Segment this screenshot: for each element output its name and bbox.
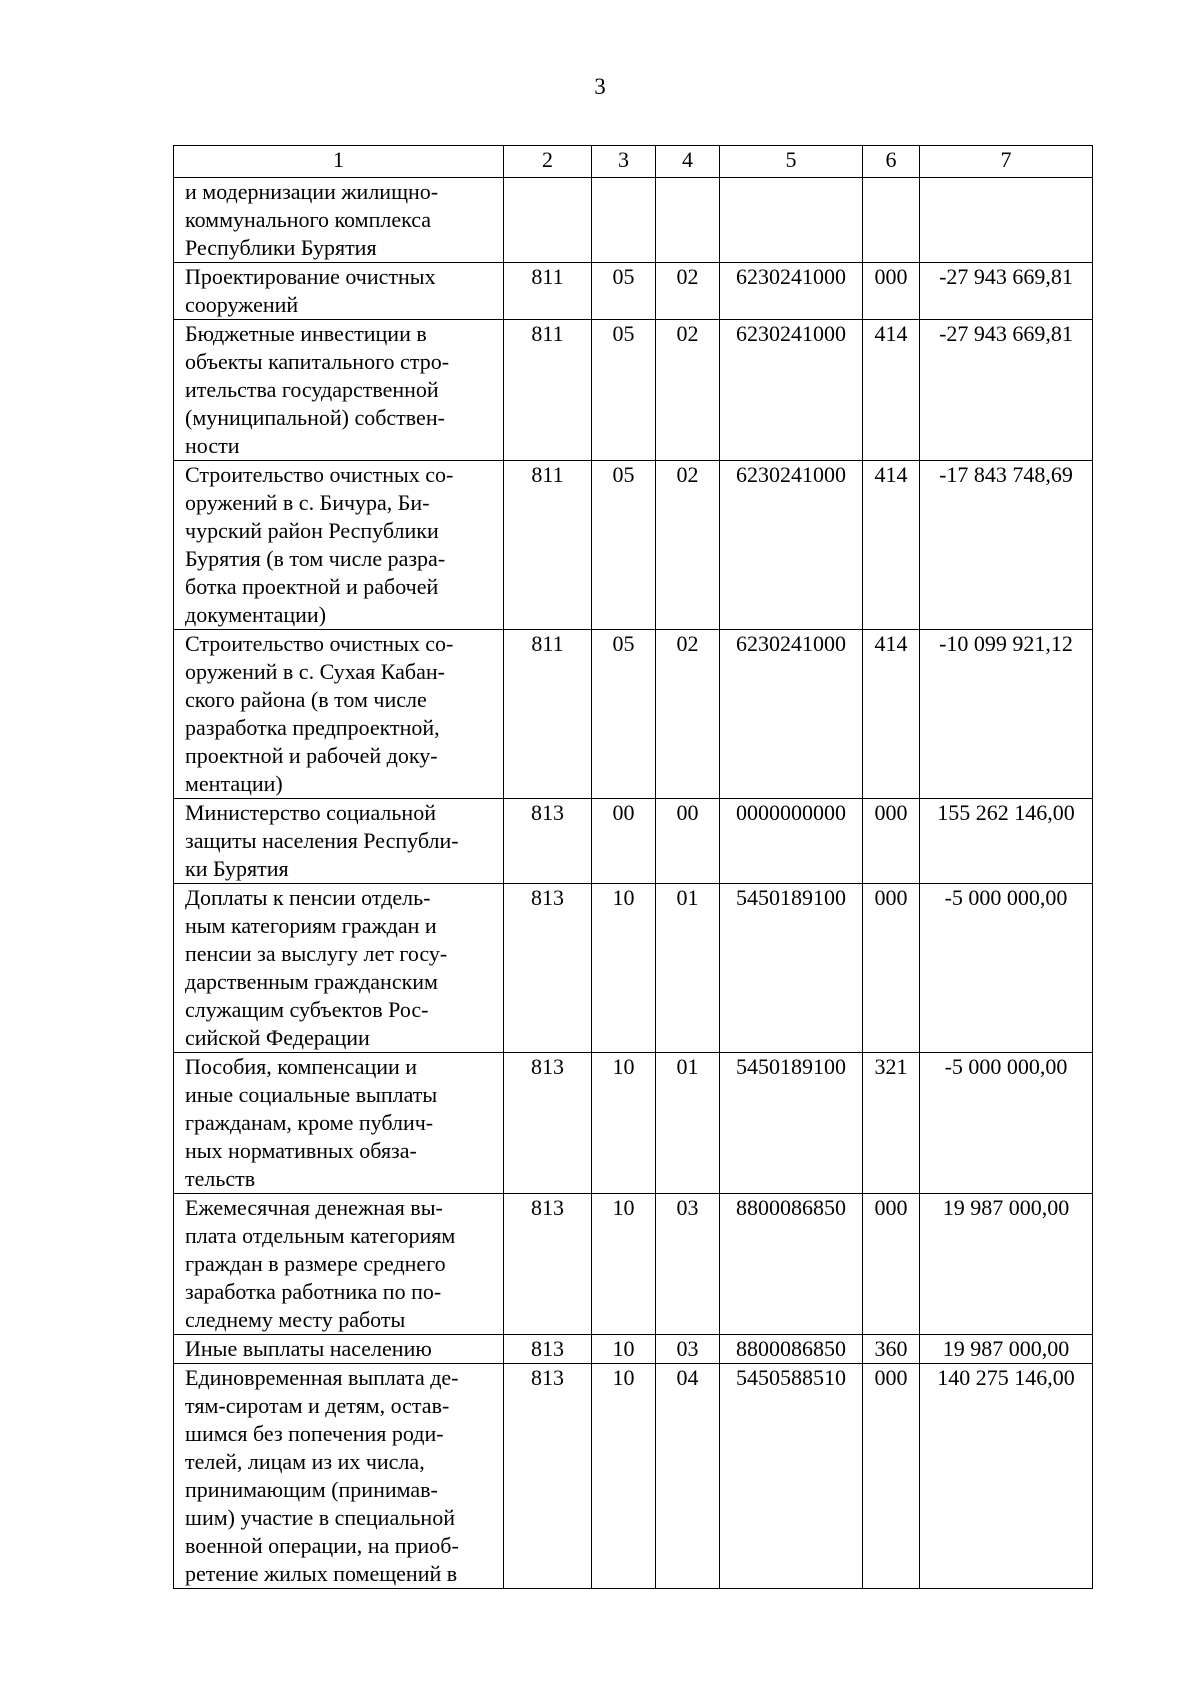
code-cell [504, 178, 592, 263]
amount-cell: -5 000 000,00 [920, 884, 1093, 1053]
description-line: оружений в с. Бичура, Би- [185, 490, 430, 515]
description-line: шим) участие в специальной [185, 1505, 455, 1530]
description-line: (муниципальной) собствен- [185, 405, 445, 430]
table-row [174, 1053, 1093, 1194]
amount-cell: -5 000 000,00 [920, 1053, 1093, 1194]
expense-type-cell: 414 [863, 320, 920, 461]
description-line: Республики Бурятия [185, 235, 377, 260]
description-line: плата отдельным категориям [185, 1223, 456, 1248]
description-cell [174, 263, 504, 320]
amount-cell: 19 987 000,00 [920, 1194, 1093, 1335]
description-line: и модернизации жилищно- [185, 179, 439, 204]
description-cell [174, 1335, 504, 1364]
description-line: проектной и рабочей доку- [185, 743, 438, 768]
header-cell: 6 [863, 146, 920, 178]
header-cell: 2 [504, 146, 592, 178]
amount-cell: 155 262 146,00 [920, 799, 1093, 884]
description-line: ботка проектной и рабочей [185, 574, 439, 599]
code-cell: 811 [504, 630, 592, 799]
description-line: телей, лицам из их числа, [185, 1449, 425, 1474]
table-row [174, 1194, 1093, 1335]
description-cell [174, 1053, 504, 1194]
description-cell [174, 799, 504, 884]
description-line: Доплаты к пенсии отдель- [185, 885, 431, 910]
section-cell: 10 [592, 1194, 656, 1335]
target-article-cell: 8800086850 [720, 1335, 863, 1364]
description-cell [174, 1364, 504, 1589]
code-cell: 813 [504, 1053, 592, 1194]
description-line: чурский район Республики [185, 518, 439, 543]
target-article-cell: 5450189100 [720, 1053, 863, 1194]
expense-type-cell: 000 [863, 263, 920, 320]
subsection-cell: 03 [656, 1194, 720, 1335]
description-line: следнему месту работы [185, 1307, 406, 1332]
description-line: Иные выплаты населению [185, 1336, 432, 1361]
description-line: сийской Федерации [185, 1025, 370, 1050]
target-article-cell: 6230241000 [720, 263, 863, 320]
expense-type-cell: 000 [863, 1364, 920, 1589]
description-cell [174, 461, 504, 630]
description-line: ительства государственной [185, 377, 439, 402]
description-line: Ежемесячная денежная вы- [185, 1195, 443, 1220]
page-number: 3 [594, 74, 606, 99]
description-line: документации) [185, 602, 327, 627]
section-cell: 05 [592, 320, 656, 461]
table-row [174, 263, 1093, 320]
table-row [174, 1364, 1093, 1589]
description-line: тельств [185, 1166, 256, 1191]
budget-table [173, 145, 1093, 1589]
description-line: служащим субъектов Рос- [185, 997, 429, 1022]
description-line: заработка работника по по- [185, 1279, 442, 1304]
header-cell: 1 [174, 146, 504, 178]
amount-cell: -27 943 669,81 [920, 263, 1093, 320]
amount-cell: 19 987 000,00 [920, 1335, 1093, 1364]
description-line: Бюджетные инвестиции в [185, 321, 427, 346]
code-cell: 813 [504, 884, 592, 1053]
expense-type-cell: 321 [863, 1053, 920, 1194]
subsection-cell: 02 [656, 263, 720, 320]
section-cell: 05 [592, 263, 656, 320]
description-line: коммунального комплекса [185, 207, 432, 232]
table-header-row [174, 146, 1093, 178]
target-article-cell: 5450189100 [720, 884, 863, 1053]
table-row [174, 1335, 1093, 1364]
description-line: гражданам, кроме публич- [185, 1110, 434, 1135]
subsection-cell: 01 [656, 1053, 720, 1194]
target-article-cell: 6230241000 [720, 630, 863, 799]
expense-type-cell: 000 [863, 799, 920, 884]
amount-cell: 140 275 146,00 [920, 1364, 1093, 1589]
description-line: ки Бурятия [185, 856, 289, 881]
description-line: оружений в с. Сухая Кабан- [185, 659, 445, 684]
amount-cell: -27 943 669,81 [920, 320, 1093, 461]
subsection-cell: 00 [656, 799, 720, 884]
target-article-cell [720, 178, 863, 263]
subsection-cell: 04 [656, 1364, 720, 1589]
description-line: тям-сиротам и детям, остав- [185, 1393, 450, 1418]
target-article-cell: 6230241000 [720, 461, 863, 630]
description-line: военной операции, на приоб- [185, 1533, 459, 1558]
description-line: принимающим (принимав- [185, 1477, 438, 1502]
expense-type-cell: 000 [863, 884, 920, 1053]
amount-cell: -17 843 748,69 [920, 461, 1093, 630]
description-line: Единовременная выплата де- [185, 1365, 459, 1390]
description-line: Пособия, компенсации и [185, 1054, 418, 1079]
expense-type-cell: 000 [863, 1194, 920, 1335]
subsection-cell: 02 [656, 461, 720, 630]
description-line: пенсии за выслугу лет госу- [185, 941, 448, 966]
description-cell [174, 884, 504, 1053]
description-line: дарственным гражданским [185, 969, 438, 994]
description-line: ных нормативных обяза- [185, 1138, 417, 1163]
description-line: Строительство очистных со- [185, 462, 454, 487]
table-row [174, 884, 1093, 1053]
description-cell [174, 630, 504, 799]
section-cell [592, 178, 656, 263]
description-cell [174, 320, 504, 461]
header-cell: 5 [720, 146, 863, 178]
description-cell [174, 1194, 504, 1335]
code-cell: 811 [504, 461, 592, 630]
subsection-cell [656, 178, 720, 263]
description-line: ности [185, 433, 240, 458]
subsection-cell: 02 [656, 320, 720, 461]
description-line: объекты капитального стро- [185, 349, 450, 374]
table-row [174, 799, 1093, 884]
code-cell: 813 [504, 1194, 592, 1335]
code-cell: 813 [504, 1364, 592, 1589]
table-row [174, 461, 1093, 630]
subsection-cell: 01 [656, 884, 720, 1053]
description-cell [174, 178, 504, 263]
section-cell: 05 [592, 630, 656, 799]
section-cell: 05 [592, 461, 656, 630]
code-cell: 811 [504, 320, 592, 461]
target-article-cell: 5450588510 [720, 1364, 863, 1589]
header-cell: 4 [656, 146, 720, 178]
header-cell: 7 [920, 146, 1093, 178]
section-cell: 10 [592, 884, 656, 1053]
description-line: защиты населения Республи- [185, 828, 459, 853]
table-row [174, 630, 1093, 799]
code-cell: 813 [504, 799, 592, 884]
code-cell: 811 [504, 263, 592, 320]
target-article-cell: 0000000000 [720, 799, 863, 884]
expense-type-cell: 360 [863, 1335, 920, 1364]
description-line: Строительство очистных со- [185, 631, 454, 656]
target-article-cell: 6230241000 [720, 320, 863, 461]
description-line: ского района (в том числе [185, 687, 427, 712]
code-cell: 813 [504, 1335, 592, 1364]
target-article-cell: 8800086850 [720, 1194, 863, 1335]
expense-type-cell [863, 178, 920, 263]
header-cell: 3 [592, 146, 656, 178]
description-line: Бурятия (в том числе разра- [185, 546, 446, 571]
subsection-cell: 03 [656, 1335, 720, 1364]
section-cell: 10 [592, 1364, 656, 1589]
description-line: Министерство социальной [185, 800, 436, 825]
description-line: сооружений [185, 292, 299, 317]
section-cell: 00 [592, 799, 656, 884]
section-cell: 10 [592, 1053, 656, 1194]
section-cell: 10 [592, 1335, 656, 1364]
description-line: шимся без попечения роди- [185, 1421, 444, 1446]
table-row [174, 320, 1093, 461]
amount-cell [920, 178, 1093, 263]
subsection-cell: 02 [656, 630, 720, 799]
description-line: иные социальные выплаты [185, 1082, 438, 1107]
description-line: разработка предпроектной, [185, 715, 440, 740]
amount-cell: -10 099 921,12 [920, 630, 1093, 799]
expense-type-cell: 414 [863, 461, 920, 630]
description-line: ментации) [185, 771, 283, 796]
expense-type-cell: 414 [863, 630, 920, 799]
description-line: ретение жилых помещений в [185, 1561, 458, 1586]
description-line: Проектирование очистных [185, 264, 436, 289]
description-line: ным категориям граждан и [185, 913, 437, 938]
table-row [174, 178, 1093, 263]
description-line: граждан в размере среднего [185, 1251, 446, 1276]
